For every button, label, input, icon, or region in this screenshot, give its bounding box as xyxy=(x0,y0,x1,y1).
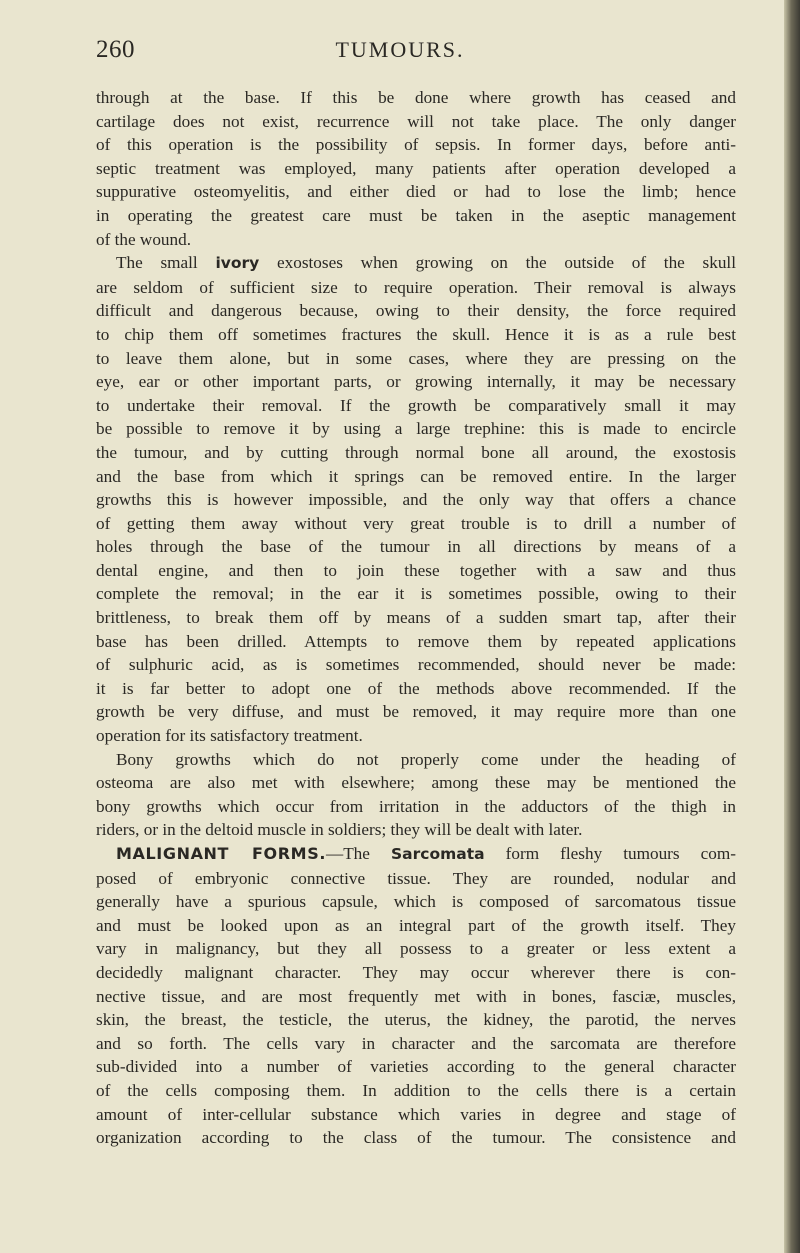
line-text: it is far better to adopt one of the methods above recommended. If the xyxy=(96,678,736,698)
line-text: riders, or in the deltoid muscle in soldiers; they will be dealt with later. xyxy=(96,820,583,840)
line-text: decidedly malignant character. They may occur wherever there is con- xyxy=(96,962,736,982)
text-line xyxy=(96,512,736,536)
text-line xyxy=(96,748,736,772)
line-text: to undertake their removal. If the growth be comparatively small it may xyxy=(96,395,736,415)
text-line xyxy=(96,180,736,204)
line-text: nective tissue, and are most frequently met with in bones, fasciæ, muscles, xyxy=(96,986,736,1006)
line-text: complete the removal; in the ear it is sometimes possible, owing to their xyxy=(96,584,736,604)
line-text: in operating the greatest care must be taken in the aseptic management xyxy=(96,205,736,225)
text-line xyxy=(96,228,736,252)
text-line xyxy=(96,818,736,842)
line-text: through at the base. If this be done where growth has ceased and xyxy=(96,88,736,107)
line-text: —The xyxy=(326,844,391,863)
line-text: form fleshy tumours com- xyxy=(484,844,736,863)
line-text: generally have a spurious capsule, which is composed of sarcomatous tissue xyxy=(96,892,736,912)
text-line xyxy=(96,535,736,559)
line-text: osteoma are also met with elsewhere; among these may be mentioned the xyxy=(96,773,736,793)
line-text: of getting them away without very great trouble is to drill a number of xyxy=(96,513,736,533)
line-text: growths this is however impossible, and the only way that offers a chance xyxy=(96,490,736,510)
line-text: septic treatment was employed, many patients after operation developed a xyxy=(96,158,736,178)
text-line xyxy=(96,1079,736,1103)
text-line xyxy=(96,1055,736,1079)
text-line xyxy=(96,937,736,961)
text-line xyxy=(96,488,736,512)
text-line xyxy=(96,582,736,606)
line-text: growth be very diffuse, and must be removed, it may require more than one xyxy=(96,702,736,722)
text-line xyxy=(96,347,736,371)
text-line xyxy=(96,86,736,110)
line-text: base has been drilled. Attempts to remove them by repeated applications xyxy=(96,631,736,651)
running-head: TUMOURS. xyxy=(335,37,465,62)
section-heading: MALIGNANT FORMS. xyxy=(116,844,326,863)
text-line xyxy=(96,867,736,891)
line-text: and must be looked upon as an integral part of the growth itself. They xyxy=(96,915,736,935)
line-text: operation for its satisfactory treatment. xyxy=(96,726,363,746)
line-text: sub-divided into a number of varieties according to the general character xyxy=(96,1057,736,1077)
text-line xyxy=(96,1032,736,1056)
line-text: of the cells composing them. In addition to the cells there is a certain xyxy=(96,1080,736,1100)
line-text: eye, ear or other important parts, or growing internally, it may be necessary xyxy=(96,372,736,392)
text-line xyxy=(96,299,736,323)
text-line xyxy=(96,441,736,465)
text-line xyxy=(96,914,736,938)
line-text: organization according to the class of the tumour. The consistence and xyxy=(96,1128,736,1148)
line-text: the tumour, and by cutting through normal bone all around, the exostosis xyxy=(96,442,736,462)
text-line xyxy=(96,559,736,583)
line-text: of sulphuric acid, as is sometimes recommended, should never be made: xyxy=(96,655,736,675)
line-text: difficult and dangerous because, owing to their density, the force required xyxy=(96,301,736,321)
line-text: be possible to remove it by using a large trephine: this is made to encircle xyxy=(96,419,736,439)
text-line xyxy=(96,630,736,654)
text-line xyxy=(96,133,736,157)
text-line xyxy=(96,157,736,181)
line-text: to chip them off sometimes fractures the skull. Hence it is as a rule best xyxy=(96,324,736,344)
text-line xyxy=(96,890,736,914)
text-line xyxy=(96,1103,736,1127)
text-line xyxy=(96,110,736,134)
line-text: Bony growths which do not properly come under the heading of xyxy=(116,749,736,769)
text-line xyxy=(96,795,736,819)
line-text: amount of inter-cellular substance which varies in degree and stage of xyxy=(96,1104,736,1124)
line-text: are seldom of sufficient size to require operation. Their removal is always xyxy=(96,277,736,297)
line-text: of this operation is the possibility of sepsis. In former days, before anti- xyxy=(96,135,736,155)
line-text: bony growths which occur from irritation in the adductors of the thigh in xyxy=(96,796,736,816)
text-line xyxy=(96,417,736,441)
line-text: vary in malignancy, but they all possess to a greater or less extent a xyxy=(96,939,736,959)
line-text: holes through the base of the tumour in all directions by means of a xyxy=(96,537,736,557)
text-line xyxy=(96,771,736,795)
text-line xyxy=(96,276,736,300)
text-line xyxy=(96,370,736,394)
line-text: to leave them alone, but in some cases, where they are pressing on the xyxy=(96,348,736,368)
text-line xyxy=(96,323,736,347)
text-line xyxy=(96,961,736,985)
text-line xyxy=(96,842,736,867)
line-text: exostoses when growing on the outside of the skull xyxy=(259,253,736,273)
line-text: and so forth. The cells vary in character and the sarcomata are therefore xyxy=(96,1033,736,1053)
line-text: skin, the breast, the testicle, the uterus, the kidney, the parotid, the nerves xyxy=(96,1010,736,1030)
text-line xyxy=(96,204,736,228)
text-line xyxy=(96,985,736,1009)
line-text: posed of embryonic connective tissue. They are rounded, nodular and xyxy=(96,868,736,888)
text-line xyxy=(96,1008,736,1032)
line-text: and the base from which it springs can be removed entire. In the larger xyxy=(96,466,736,486)
text-line xyxy=(96,677,736,701)
text-line xyxy=(96,1126,736,1150)
text-line xyxy=(96,700,736,724)
page-edge-shadow xyxy=(784,0,800,1253)
text-line xyxy=(96,394,736,418)
text-line xyxy=(96,653,736,677)
text-line xyxy=(96,724,736,748)
body-text xyxy=(96,86,736,1150)
text-line xyxy=(96,606,736,630)
page-number: 260 xyxy=(96,36,135,63)
line-text: dental engine, and then to join these together with a saw and thus xyxy=(96,560,736,580)
line-text: suppurative osteomyelitis, and either died or had to lose the limb; hence xyxy=(96,182,736,202)
bold-term: Sarcomata xyxy=(391,845,485,863)
line-text: brittleness, to break them off by means of a sudden smart tap, after their xyxy=(96,608,736,628)
line-text: cartilage does not exist, recurrence will not take place. The only danger xyxy=(96,111,736,131)
line-text: of the wound. xyxy=(96,229,191,249)
text-line xyxy=(96,251,736,276)
text-line xyxy=(96,465,736,489)
line-text: The small xyxy=(116,253,216,273)
bold-term: ivory xyxy=(215,254,260,273)
